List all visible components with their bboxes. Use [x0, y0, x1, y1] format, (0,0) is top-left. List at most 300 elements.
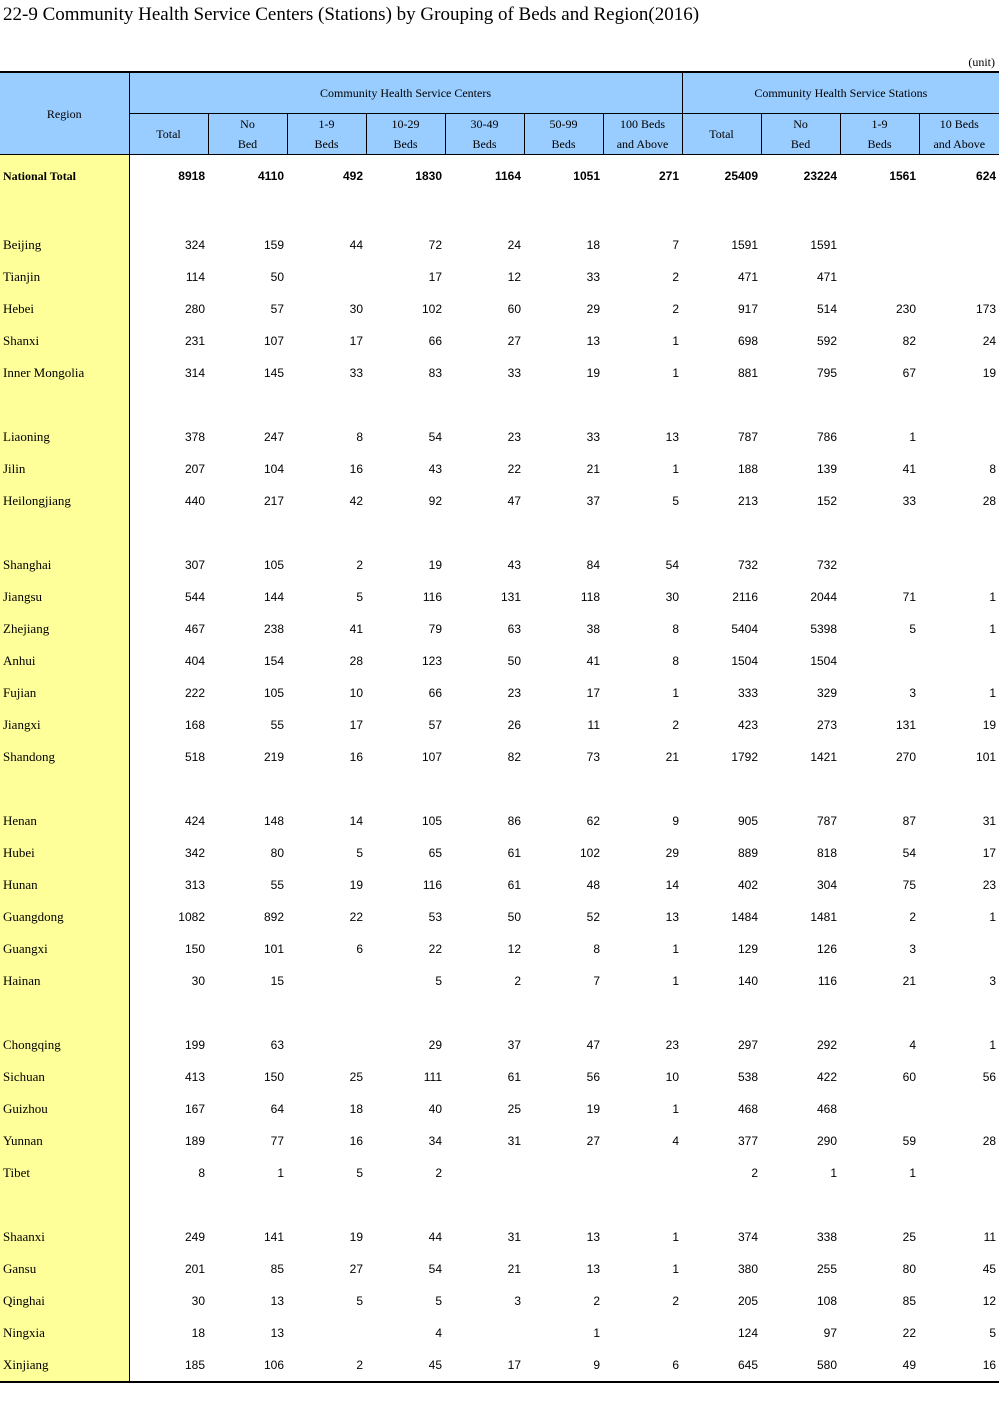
value-cell: [129, 517, 208, 549]
value-cell: 468: [738, 1102, 759, 1116]
value-cell: 413: [184, 1070, 205, 1084]
table-row: [0, 357, 999, 389]
table-spacer-row: [0, 517, 999, 549]
table-spacer-row: [0, 197, 999, 229]
table-row: [0, 229, 999, 261]
region-cell: Beijing: [0, 229, 129, 261]
value-cell: 116: [422, 878, 442, 892]
table-row: [0, 709, 999, 741]
header-col-line1: 1-9: [318, 117, 335, 131]
value-cell: 5: [356, 1294, 363, 1308]
value-cell: 131: [896, 718, 917, 732]
header-col-line1: 10-29: [391, 117, 420, 131]
value-cell: 2: [435, 1166, 442, 1180]
table-row: [0, 1349, 999, 1382]
value-cell: 380: [738, 1262, 759, 1276]
header-col-line1: Total: [709, 127, 734, 141]
value-cell: [287, 517, 366, 549]
value-cell: 5: [356, 1166, 363, 1180]
value-cell: 5404: [731, 622, 759, 636]
value-cell: 59: [902, 1134, 917, 1148]
value-cell: 107: [263, 334, 284, 348]
value-cell: 304: [817, 878, 838, 892]
value-cell: 73: [586, 750, 600, 764]
value-cell: 1421: [810, 750, 838, 764]
value-cell: 8: [672, 622, 680, 636]
value-cell: 10: [665, 1070, 680, 1084]
value-cell: 106: [208, 1349, 287, 1382]
header-station-col: [682, 114, 761, 155]
value-cell: 17: [349, 334, 363, 348]
value-cell: 31: [507, 1230, 521, 1244]
value-cell: 249: [184, 1230, 205, 1244]
value-cell: 19: [982, 366, 997, 380]
table-row: [0, 613, 999, 645]
value-cell: 1792: [731, 750, 759, 764]
value-cell: 31: [982, 814, 997, 828]
value-cell: [761, 1189, 840, 1221]
value-cell: 25: [507, 1102, 521, 1116]
value-cell: 6: [603, 1349, 682, 1382]
table-row: [0, 869, 999, 901]
value-cell: 43: [507, 558, 521, 572]
header-col-line2: and Above: [933, 137, 986, 151]
value-cell: [129, 773, 208, 805]
value-cell: [919, 197, 999, 229]
header-stations-group: Community Health Service Stations: [682, 72, 999, 114]
header-col-line1: 100 Beds: [620, 117, 666, 131]
value-cell: 8918: [178, 169, 205, 183]
value-cell: 1: [672, 366, 680, 380]
value-cell: [445, 773, 524, 805]
value-cell: 201: [184, 1262, 205, 1276]
value-cell: 84: [586, 558, 600, 572]
value-cell: 787: [738, 430, 759, 444]
value-cell: [682, 997, 761, 1029]
value-cell: [919, 645, 999, 677]
table-header: [0, 72, 999, 155]
value-cell: 111: [423, 1070, 442, 1084]
value-cell: 3: [989, 974, 997, 988]
value-cell: 48: [586, 878, 600, 892]
header-center-col: [445, 114, 524, 155]
header-center-col: [524, 114, 603, 155]
value-cell: 518: [184, 750, 205, 764]
value-cell: [208, 197, 287, 229]
value-cell: [445, 1317, 524, 1349]
value-cell: 698: [738, 334, 759, 348]
value-cell: 580: [761, 1349, 840, 1382]
value-cell: 1051: [573, 169, 600, 183]
value-cell: 1: [672, 334, 680, 348]
value-cell: [287, 965, 366, 997]
value-cell: 2: [514, 974, 521, 988]
table-row: [0, 901, 999, 933]
value-cell: 31: [507, 1134, 521, 1148]
value-cell: 61: [507, 1070, 521, 1084]
value-cell: 342: [184, 846, 205, 860]
value-cell: [366, 773, 445, 805]
value-cell: [445, 389, 524, 421]
header-col-line2: Beds: [393, 137, 418, 151]
value-cell: 1504: [731, 654, 759, 668]
value-cell: [208, 389, 287, 421]
value-cell: 23: [982, 878, 997, 892]
value-cell: [919, 549, 999, 581]
value-cell: 889: [738, 846, 759, 860]
value-cell: 2: [672, 1294, 680, 1308]
value-cell: 1: [830, 1166, 838, 1180]
region-cell: Henan: [0, 805, 129, 837]
value-cell: 188: [738, 462, 759, 476]
value-cell: 892: [263, 910, 284, 924]
value-cell: [919, 517, 999, 549]
value-cell: 126: [817, 942, 838, 956]
value-cell: 97: [823, 1326, 838, 1340]
region-cell: Chongqing: [0, 1029, 129, 1061]
region-cell: Gansu: [0, 1253, 129, 1285]
value-cell: 66: [428, 686, 442, 700]
value-cell: 1: [909, 1166, 917, 1180]
value-cell: 75: [902, 878, 917, 892]
value-cell: 152: [817, 494, 838, 508]
table-row: [0, 805, 999, 837]
value-cell: [840, 389, 919, 421]
header-col-line1: No: [240, 117, 255, 131]
value-cell: 16: [349, 750, 363, 764]
value-cell: 61: [507, 846, 521, 860]
value-cell: 29: [665, 846, 680, 860]
header-col-line2: and Above: [616, 137, 669, 151]
value-cell: [208, 997, 287, 1029]
value-cell: 57: [270, 302, 284, 316]
value-cell: [287, 1317, 366, 1349]
value-cell: [129, 997, 208, 1029]
value-cell: 23: [507, 686, 521, 700]
table-row: [0, 933, 999, 965]
value-cell: 917: [738, 302, 759, 316]
value-cell: 139: [817, 462, 838, 476]
value-cell: 23: [507, 430, 521, 444]
value-cell: 16: [349, 462, 363, 476]
value-cell: 43: [428, 462, 442, 476]
value-cell: 86: [507, 814, 521, 828]
value-cell: [919, 1157, 999, 1189]
value-cell: 422: [817, 1070, 838, 1084]
value-cell: 33: [586, 270, 600, 284]
region-cell: Xinjiang: [0, 1349, 129, 1382]
value-cell: 19: [586, 366, 600, 380]
header-col-line2: Bed: [237, 137, 258, 151]
value-cell: [682, 773, 761, 805]
table-row: [0, 325, 999, 357]
value-cell: 22: [349, 910, 363, 924]
value-cell: 37: [586, 494, 600, 508]
value-cell: 60: [902, 1070, 917, 1084]
value-cell: 471: [817, 270, 838, 284]
value-cell: 23: [665, 1038, 680, 1052]
value-cell: 65: [428, 846, 442, 860]
value-cell: 37: [507, 1038, 521, 1052]
value-cell: 645: [682, 1349, 761, 1382]
value-cell: 377: [738, 1134, 759, 1148]
value-cell: 44: [428, 1230, 442, 1244]
value-cell: 145: [263, 366, 284, 380]
value-cell: 1082: [178, 910, 205, 924]
value-cell: [445, 1157, 524, 1189]
value-cell: [287, 389, 366, 421]
table-row: [0, 741, 999, 773]
value-cell: 167: [184, 1102, 205, 1116]
value-cell: 102: [579, 846, 600, 860]
value-cell: [840, 645, 919, 677]
value-cell: 7: [593, 974, 600, 988]
header-center-col: [208, 114, 287, 155]
data-table: [0, 71, 999, 1383]
value-cell: 17: [445, 1349, 524, 1382]
header-station-col: [919, 114, 999, 155]
value-cell: 159: [263, 238, 284, 252]
header-region: Region: [0, 72, 129, 155]
value-cell: 30: [349, 302, 363, 316]
header-col-line1: 30-49: [470, 117, 499, 131]
value-cell: 22: [902, 1326, 917, 1340]
value-cell: 307: [184, 558, 205, 572]
value-cell: 1830: [415, 169, 442, 183]
value-cell: 592: [817, 334, 838, 348]
region-cell: [0, 197, 129, 229]
value-cell: 423: [738, 718, 759, 732]
value-cell: 33: [902, 494, 917, 508]
value-cell: 440: [184, 494, 205, 508]
value-cell: 24: [982, 334, 997, 348]
value-cell: 2: [287, 1349, 366, 1382]
value-cell: 4: [672, 1134, 680, 1148]
value-cell: [287, 261, 366, 293]
region-cell: Shandong: [0, 741, 129, 773]
value-cell: 514: [817, 302, 838, 316]
value-cell: 1: [909, 430, 917, 444]
value-cell: 1164: [494, 169, 521, 183]
value-cell: [840, 517, 919, 549]
header-center-col: [603, 114, 682, 155]
table-row: [0, 837, 999, 869]
value-cell: 33: [586, 430, 600, 444]
value-cell: 54: [428, 430, 442, 444]
value-cell: 18: [191, 1326, 205, 1340]
table-row: [0, 677, 999, 709]
header-col-line1: 10 Beds: [939, 117, 979, 131]
value-cell: 374: [738, 1230, 759, 1244]
value-cell: 424: [184, 814, 205, 828]
table-row: [0, 549, 999, 581]
table-spacer-row: [0, 997, 999, 1029]
value-cell: 148: [263, 814, 284, 828]
value-cell: 14: [665, 878, 680, 892]
value-cell: 1: [989, 622, 997, 636]
value-cell: 21: [586, 462, 600, 476]
value-cell: 41: [586, 654, 600, 668]
value-cell: [208, 773, 287, 805]
value-cell: [840, 549, 919, 581]
value-cell: 18: [349, 1102, 363, 1116]
value-cell: 55: [270, 878, 284, 892]
value-cell: [287, 997, 366, 1029]
value-cell: 44: [349, 238, 363, 252]
value-cell: 1: [672, 1262, 680, 1276]
value-cell: 1561: [889, 169, 917, 183]
value-cell: 41: [349, 622, 363, 636]
value-cell: 3: [909, 686, 917, 700]
value-cell: 140: [738, 974, 759, 988]
value-cell: [919, 229, 999, 261]
value-cell: 1: [672, 686, 680, 700]
value-cell: 402: [738, 878, 759, 892]
value-cell: 2: [672, 718, 680, 732]
value-cell: 64: [270, 1102, 284, 1116]
value-cell: [603, 773, 682, 805]
value-cell: 144: [263, 590, 284, 604]
value-cell: [603, 1189, 682, 1221]
value-cell: [919, 773, 999, 805]
value-cell: 118: [580, 590, 600, 604]
header-col-line1: 1-9: [871, 117, 888, 131]
value-cell: 13: [586, 334, 600, 348]
value-cell: [761, 997, 840, 1029]
region-cell: National Total: [0, 155, 129, 198]
value-cell: 22: [428, 942, 442, 956]
value-cell: 26: [507, 718, 521, 732]
table-row: [0, 1029, 999, 1061]
value-cell: 378: [184, 430, 205, 444]
value-cell: 5: [356, 590, 363, 604]
value-cell: [919, 933, 999, 965]
table-row: [0, 1221, 999, 1253]
value-cell: 124: [738, 1326, 759, 1340]
value-cell: [603, 197, 682, 229]
value-cell: [524, 997, 603, 1029]
value-cell: 5: [672, 494, 680, 508]
value-cell: [208, 517, 287, 549]
table-row: [0, 261, 999, 293]
value-cell: 45: [982, 1262, 997, 1276]
value-cell: 150: [184, 942, 205, 956]
value-cell: 108: [817, 1294, 838, 1308]
value-cell: [366, 997, 445, 1029]
value-cell: [129, 197, 208, 229]
region-cell: Fujian: [0, 677, 129, 709]
region-cell: Tibet: [0, 1157, 129, 1189]
value-cell: 231: [184, 334, 205, 348]
value-cell: [366, 1189, 445, 1221]
value-cell: 787: [817, 814, 838, 828]
value-cell: 468: [817, 1102, 838, 1116]
value-cell: 129: [738, 942, 759, 956]
value-cell: 230: [896, 302, 917, 316]
region-cell: Tianjin: [0, 261, 129, 293]
value-cell: [840, 997, 919, 1029]
value-cell: [603, 389, 682, 421]
value-cell: 404: [184, 654, 205, 668]
region-cell: Hunan: [0, 869, 129, 901]
value-cell: [208, 1189, 287, 1221]
value-cell: [524, 1157, 603, 1189]
value-cell: 54: [665, 558, 680, 572]
value-cell: 22: [507, 462, 521, 476]
value-cell: 7: [672, 238, 680, 252]
value-cell: 173: [976, 302, 997, 316]
value-cell: [524, 773, 603, 805]
region-cell: Shaanxi: [0, 1221, 129, 1253]
value-cell: 49: [840, 1349, 919, 1382]
value-cell: 9: [524, 1349, 603, 1382]
value-cell: 732: [738, 558, 759, 572]
value-cell: 6: [356, 942, 363, 956]
value-cell: 12: [507, 942, 521, 956]
value-cell: 238: [263, 622, 284, 636]
region-cell: Jilin: [0, 453, 129, 485]
region-cell: Zhejiang: [0, 613, 129, 645]
value-cell: [919, 389, 999, 421]
value-cell: 292: [817, 1038, 838, 1052]
value-cell: [129, 1189, 208, 1221]
value-cell: 818: [817, 846, 838, 860]
value-cell: 199: [184, 1038, 205, 1052]
value-cell: 57: [428, 718, 442, 732]
value-cell: 27: [586, 1134, 600, 1148]
value-cell: 313: [184, 878, 205, 892]
value-cell: 63: [270, 1038, 284, 1052]
value-cell: 82: [507, 750, 521, 764]
value-cell: 205: [738, 1294, 759, 1308]
value-cell: 1484: [731, 910, 759, 924]
value-cell: 28: [349, 654, 363, 668]
value-cell: 19: [586, 1102, 600, 1116]
value-cell: 61: [507, 878, 521, 892]
value-cell: 56: [586, 1070, 600, 1084]
value-cell: 786: [817, 430, 838, 444]
table-row: [0, 1285, 999, 1317]
value-cell: 82: [902, 334, 917, 348]
value-cell: 9: [672, 814, 680, 828]
value-cell: 104: [263, 462, 284, 476]
value-cell: 42: [349, 494, 363, 508]
table-spacer-row: [0, 389, 999, 421]
value-cell: [840, 229, 919, 261]
value-cell: 85: [270, 1262, 284, 1276]
value-cell: 5398: [810, 622, 838, 636]
region-cell: Anhui: [0, 645, 129, 677]
value-cell: 56: [982, 1070, 997, 1084]
value-cell: [919, 1093, 999, 1125]
value-cell: 1: [277, 1166, 284, 1180]
value-cell: 33: [349, 366, 363, 380]
value-cell: 25409: [724, 169, 759, 183]
table-row: [0, 155, 999, 198]
value-cell: 102: [421, 302, 442, 316]
header-col-line2: Beds: [867, 137, 892, 151]
table-spacer-row: [0, 1189, 999, 1221]
region-cell: [0, 517, 129, 549]
value-cell: 314: [184, 366, 205, 380]
value-cell: [603, 517, 682, 549]
value-cell: [840, 1189, 919, 1221]
region-cell: Ningxia: [0, 1317, 129, 1349]
table-spacer-row: [0, 773, 999, 805]
table-row: [0, 293, 999, 325]
value-cell: 114: [185, 270, 205, 284]
value-cell: 19: [428, 558, 442, 572]
